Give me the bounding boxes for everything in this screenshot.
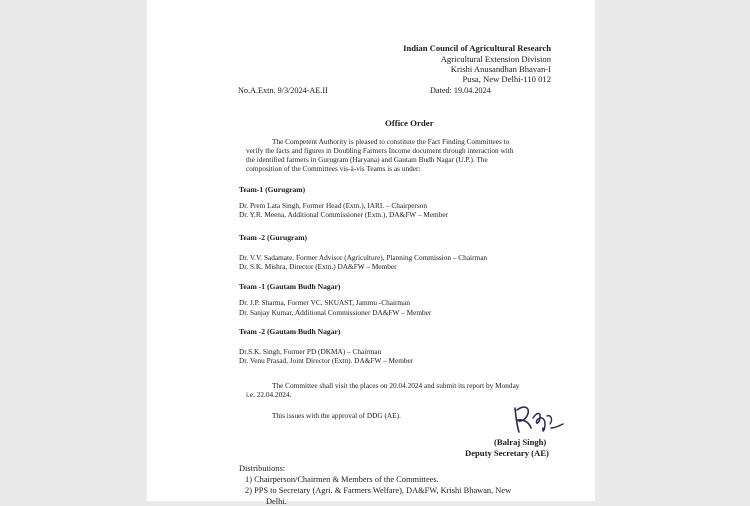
signature-mark (507, 398, 567, 438)
team-member: Dr. Sanjay Kumar, Additional Commissioner DA&FW – Member (239, 308, 432, 317)
division-name: Agricultural Extension Division (440, 54, 551, 64)
signatory-designation: Deputy Secretary (AE) (465, 448, 549, 458)
team-member: Dr.S.K. Singh, Former PD (DKMA) – Chairman (239, 347, 382, 356)
approval-note: This issues with the approval of DDG (AE). (272, 411, 401, 420)
distribution-heading: Distributions: (239, 464, 286, 473)
visit-paragraph (246, 381, 519, 399)
document-page (147, 0, 595, 506)
team-member: Dr. J.P. Sharma, Former VC, SKUAST, Jammu -Chairman (239, 298, 410, 307)
distribution-item: 2) PPS to Secretary (Agri. & Farmers Welfare), DA&FW, Krishi Bhawan, New (245, 486, 512, 495)
team-heading: Team-1 (Gurugram) (239, 185, 306, 194)
address: Pusa, New Delhi-110 012 (462, 74, 551, 84)
intro-line: the identified farmers in Gurugram (Haryana) and Gautam Budh Nagar (U.P.). The (246, 155, 488, 164)
intro-line: composition of the Committees vis-à-vis Teams is as under: (246, 164, 421, 173)
team-member: Dr. Y.R. Meena, Additional Commissioner (Extn.), DA&FW – Member (239, 210, 449, 219)
team-heading: Team -2 (Gautam Budh Nagar) (239, 327, 341, 336)
visit-line: i.e. 22.04.2024. (246, 390, 292, 399)
intro-line: The Competent Authority is pleased to constitute the Fact Finding Committees to (272, 137, 510, 146)
team-member: Dr. Prem Lata Singh, Former Head (Extn.), IARI. – Chairperson (239, 201, 428, 210)
intro-line: verify the facts and figures in Doubling Farmers Income document through interaction with (246, 146, 514, 155)
page-title: Office Order (385, 118, 434, 128)
distribution-item: Delhi. (266, 497, 287, 506)
team-heading: Team -1 (Gautam Budh Nagar) (239, 282, 341, 291)
intro-paragraph (246, 137, 530, 173)
visit-line: The Committee shall visit the places on 20.04.2024 and submit its report by Monday (272, 381, 520, 390)
team-heading: Team -2 (Gurugram) (239, 233, 308, 242)
distribution-item: 1) Chairperson/Chairmen & Members of the Committees. (245, 475, 439, 484)
reference-number: No.A.Extn. 9/3/2024-AE.II (238, 86, 328, 95)
org-name: Indian Council of Agricultural Research (403, 43, 551, 53)
team-member: Dr. V.V. Sadamate, Former Advisor (Agriculture), Planning Commission – Chairman (239, 253, 488, 262)
building-name: Krishi Anusandhan Bhavan-I (450, 64, 551, 74)
team-member: Dr. S.K. Mishra, Director (Extn.) DA&FW – Member (239, 262, 397, 271)
team-member: Dr. Venu Prasad, Joint Director (Extn). DA&FW – Member (239, 356, 414, 365)
dated: Dated: 19.04.2024 (430, 86, 491, 95)
signatory-name: (Balraj Singh) (494, 437, 547, 447)
